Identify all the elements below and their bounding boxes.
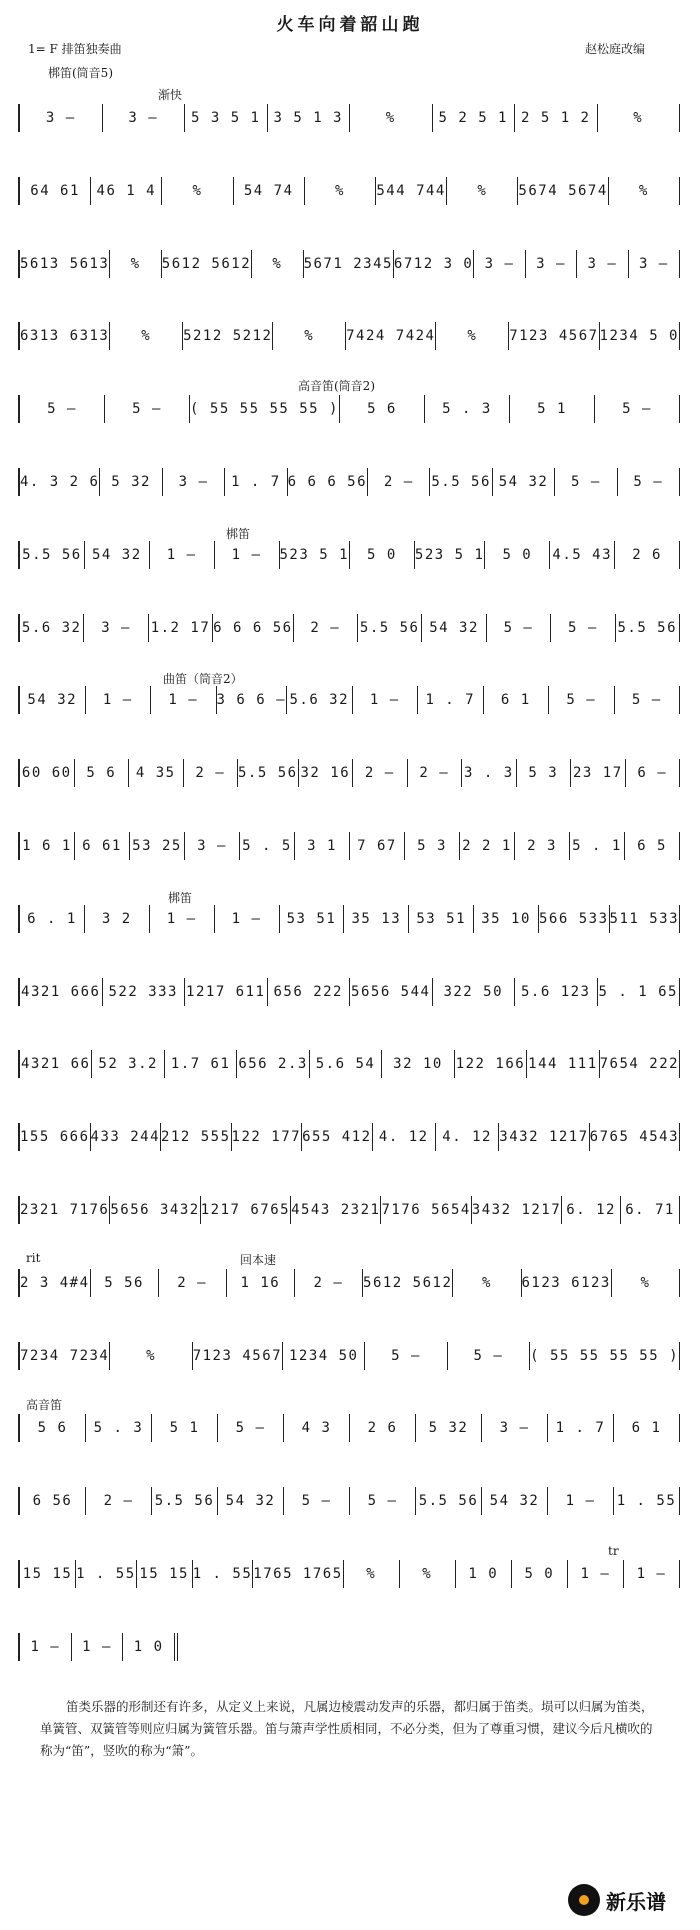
measure: 5 0 [350,541,415,569]
score-title: 火车向着韶山跑 [276,15,424,35]
measure: 54 74 [234,177,305,205]
measure: 1 . 55 [76,1560,137,1588]
performance-mark: 梆笛 [226,526,251,541]
measure: 5 . 1 [570,832,625,860]
measure: % [436,322,509,350]
measure: 1 . 7 [548,1414,614,1442]
measure: 2 6 [615,541,680,569]
measure-row [18,395,680,423]
measure: 3 — [103,104,186,132]
measure: 53 51 [280,905,345,933]
measure: 2321 7176 [18,1196,110,1224]
measure: 5 — [365,1342,447,1370]
measure: 5 0 [485,541,550,569]
site-logo [568,1884,666,1916]
measure: 4. 12 [436,1123,499,1151]
score-line [18,887,680,947]
measure: 5 — [218,1414,284,1442]
measure: 1 — [86,686,152,714]
measure: 6 56 [18,1487,86,1515]
measure: 155 666 [18,1123,91,1151]
measure: 5212 5212 [183,322,273,350]
measure: 5 — [350,1487,416,1515]
measure: 6. 12 [562,1196,621,1224]
performance-mark: 曲笛（筒音2） [163,672,243,687]
measure: 5.5 56 [238,759,299,787]
measure: 4. 3 2 6 [18,468,100,496]
measure: % [400,1560,456,1588]
measure-row [18,686,680,714]
measure: % [305,177,376,205]
measure: 2 — [408,759,463,787]
measure: 15 15 [137,1560,193,1588]
measure: 1 — [18,1633,72,1661]
measure: 1217 6765 [201,1196,291,1224]
measure: 1 — [72,1633,124,1661]
score-line [18,1469,680,1529]
measure: 5.5 56 [18,541,85,569]
measure: 32 16 [299,759,354,787]
footnote-paragraph: 笛类乐器的形制还有许多，从定义上来说，凡属边棱震动发声的乐器，都归属于笛类。埙可以归属为笛类，单簧管、双簧管等则应归属为簧管乐器。笛与箫声学性质相同，不必分类，但为了尊重习惯，建议今后凡横吹的称为“笛”，竖吹的称为“箫”。 [40,1699,654,1758]
measure: 5 2 5 1 [433,104,516,132]
measure: 5 1 [510,395,595,423]
measure: 2 — [86,1487,152,1515]
measure: 4321 666 [18,978,103,1006]
measure: 3 — [163,468,225,496]
measure: 4.5 43 [550,541,615,569]
measure: 7 67 [350,832,405,860]
measure: 7123 4567 [193,1342,283,1370]
measure: 5 — [595,395,680,423]
measure: 3 — [526,250,577,278]
measure-row [18,468,680,496]
measure: 5.6 123 [515,978,598,1006]
measure: 7123 4567 [509,322,599,350]
measure: 6 6 6 56 [288,468,368,496]
measure: 3 1 [295,832,350,860]
measure: 5612 5612 [363,1269,453,1297]
measure: 5.5 56 [416,1487,482,1515]
measure: 1 0 [456,1560,512,1588]
measure: 7234 7234 [18,1342,110,1370]
measure: 5 3 5 1 [185,104,268,132]
measure: 2 5 1 2 [515,104,598,132]
measure-row [18,1196,680,1224]
measure: 6712 3 0 [394,250,474,278]
measure: 511 533 [610,905,681,933]
measure: 1217 611 [185,978,268,1006]
measure: 3 — [185,832,240,860]
performance-mark: 高音笛(筒音2) [298,379,375,394]
measure: 656 222 [268,978,351,1006]
measure: 523 5 1 [280,541,351,569]
measure: 5 3 [405,832,460,860]
measure: 6 5 [625,832,680,860]
measure: 322 50 [433,978,516,1006]
measure: 5612 5612 [162,250,252,278]
measure: 32 10 [382,1050,454,1078]
measure: 4 3 [284,1414,350,1442]
measure: 5674 5674 [518,177,608,205]
measure: 54 32 [218,1487,284,1515]
measure: 7424 7424 [346,322,436,350]
score-line [18,523,680,583]
measure: 6 1 [484,686,550,714]
measure: 15 15 [18,1560,76,1588]
measure-row [18,978,680,1006]
measure: 5656 544 [350,978,433,1006]
measure: 5.6 32 [18,614,84,642]
measure: 7176 5654 [381,1196,471,1224]
score-line [18,86,680,146]
measure: % [598,104,681,132]
measure: 2 — [295,1269,363,1297]
measure-row [18,177,680,205]
measure: 1 0 [123,1633,178,1661]
measure: 3 6 6 — [217,686,288,714]
performance-mark: tr [608,1544,619,1558]
measure: 7654 222 [600,1050,680,1078]
arranger-credit: 赵松庭改编 [585,42,646,56]
measure: 53 51 [409,905,474,933]
measure-row [18,1342,680,1370]
measure-row [18,1487,680,1515]
measure: 5613 5613 [18,250,110,278]
measure: 433 244 [91,1123,162,1151]
measure: 4. 12 [373,1123,436,1151]
measure-row [18,322,680,350]
performance-mark: 渐快 [158,88,183,102]
measure: 4321 66 [18,1050,92,1078]
measure: 3432 1217 [499,1123,589,1151]
score-line [18,1615,178,1675]
measure: % [344,1560,400,1588]
measure: 1 — [150,905,215,933]
score-line [18,741,680,801]
score-line [18,377,680,437]
measure: 1 — [353,686,419,714]
measure: 5 — [615,686,681,714]
score-line [18,960,680,1020]
measure: 54 32 [18,686,86,714]
measure: 5.6 54 [310,1050,382,1078]
measure: % [273,322,346,350]
measure: 3 — [84,614,148,642]
measure: % [110,322,183,350]
measure-row [18,759,680,787]
measure: 6123 6123 [522,1269,612,1297]
score-line [18,1324,680,1384]
measure: 5 6 [340,395,425,423]
measure: 6 . 1 [18,905,85,933]
measure: 3 — [577,250,628,278]
measure: 5 . 3 [86,1414,152,1442]
measure: 212 555 [161,1123,232,1151]
measure: 64 61 [18,177,91,205]
measure: 544 744 [376,177,447,205]
measure-row [18,1269,680,1297]
measure: 5.5 56 [152,1487,218,1515]
measure: 6 61 [75,832,130,860]
measure: 1.7 61 [165,1050,237,1078]
measure: 35 13 [344,905,409,933]
measure: 5 . 5 [240,832,295,860]
measure-row [18,104,680,132]
score-line [18,814,680,874]
measure: 1 — [215,905,280,933]
score-line [18,232,680,292]
measure: 6. 71 [621,1196,680,1224]
measure: 2 — [184,759,239,787]
measure: 5 6 [75,759,130,787]
measure: 1 6 1 [18,832,75,860]
measure: 5 . 3 [425,395,510,423]
measure: 5 — [105,395,190,423]
score-line [18,1542,680,1602]
measure: 35 10 [474,905,539,933]
score-line [18,304,680,364]
measure: 122 177 [232,1123,303,1151]
measure: 522 333 [103,978,186,1006]
measure: 5.6 32 [287,686,353,714]
score-line [18,668,680,728]
score-line [18,1105,680,1165]
measure: 6 1 [614,1414,680,1442]
measure: 2 — [294,614,358,642]
measure: 2 2 1 [460,832,515,860]
measure: 60 60 [18,759,75,787]
measure: 1 — [151,686,217,714]
measure: 6 6 6 56 [213,614,293,642]
measure: 1 . 55 [193,1560,254,1588]
measure: 566 533 [539,905,610,933]
measure: 656 2.3 [237,1050,309,1078]
measure: 122 166 [455,1050,527,1078]
measure: 3 2 [85,905,150,933]
measure: 3 5 1 3 [268,104,351,132]
measure: 5 32 [416,1414,482,1442]
measure: 1 — [215,541,280,569]
measure: % [447,177,518,205]
measure: % [453,1269,521,1297]
score-line [18,1032,680,1092]
measure: 54 32 [85,541,150,569]
measure: 5 3 [517,759,572,787]
measure: 5671 2345 [304,250,394,278]
measure: 1234 50 [283,1342,365,1370]
measure: 54 32 [493,468,555,496]
performance-mark: rit [26,1250,41,1265]
measure: 1 . 7 [418,686,484,714]
score-line [18,1396,680,1456]
measure: 23 17 [571,759,626,787]
measure-row [18,250,680,278]
score-line [18,159,680,219]
measure: 4543 2321 [291,1196,381,1224]
measure: 5.5 56 [616,614,680,642]
score-line [18,450,680,510]
measure: 3 — [629,250,680,278]
measure: 5 32 [100,468,162,496]
measure: 3 . 3 [462,759,517,787]
measure: 5 1 [152,1414,218,1442]
measure: 52 3.2 [92,1050,164,1078]
measure: 5 — [551,614,615,642]
measure: 1 — [150,541,215,569]
performance-mark: 高音笛 [26,1398,63,1413]
measure: % [612,1269,680,1297]
measure: % [609,177,680,205]
measure: 1 — [624,1560,680,1588]
score-line [18,1251,680,1311]
score-line [18,596,680,656]
measure: 1 — [548,1487,614,1515]
measure-row [18,1050,680,1078]
measure: ( 55 55 55 55 ) [190,395,340,423]
measure: 1 . 7 [225,468,287,496]
measure: % [162,177,233,205]
measure: 1.2 17 [149,614,213,642]
measure-row [18,1123,680,1151]
measure: 2 3 4#4 [18,1269,91,1297]
record-disc-icon [568,1884,600,1916]
measure-row [18,541,680,569]
measure: 6 — [626,759,681,787]
measure: 4 35 [129,759,184,787]
measure: 5 6 [18,1414,86,1442]
measure: 1234 5 0 [600,322,680,350]
measure: 144 111 [527,1050,599,1078]
measure: 5656 3432 [110,1196,200,1224]
measure-row [18,1633,178,1661]
measure: 54 32 [422,614,486,642]
measure: 46 1 4 [91,177,162,205]
measure: % [110,1342,192,1370]
measure: 5 — [448,1342,530,1370]
measure-row [18,1414,680,1442]
measure: 3 — [18,104,103,132]
measure: 5 — [549,686,615,714]
measure: 5 — [618,468,680,496]
measure: % [252,250,303,278]
measure: 5.5 56 [358,614,422,642]
measure: 2 — [368,468,430,496]
measure: 3432 1217 [472,1196,562,1224]
score-line [18,1178,680,1238]
measure: % [350,104,433,132]
logo-text: 新乐谱 [606,1889,666,1914]
measure: 655 412 [302,1123,373,1151]
measure: 5 . 1 65 [598,978,681,1006]
measure: 5.5 56 [430,468,492,496]
measure-row [18,832,680,860]
measure: 3 — [482,1414,548,1442]
measure: 1 . 55 [614,1487,680,1515]
measure-row [18,614,680,642]
measure: 6313 6313 [18,322,110,350]
measure: 2 6 [350,1414,416,1442]
measure: 5 0 [512,1560,568,1588]
measure: 1765 1765 [253,1560,343,1588]
measure-row [18,905,680,933]
measure: 5 — [18,395,105,423]
measure: 523 5 1 [415,541,486,569]
measure: ( 55 55 55 55 ) [530,1342,680,1370]
measure: 2 — [159,1269,227,1297]
measure: 5 56 [91,1269,159,1297]
performance-mark: 梆笛 [168,890,193,905]
measure: 54 32 [482,1487,548,1515]
measure: 5 — [284,1487,350,1515]
measure: 1 16 [227,1269,295,1297]
instrument-label: 梆笛(筒音5) [48,66,113,80]
performance-mark: 回本速 [240,1252,277,1267]
measure: 2 — [353,759,408,787]
measure: 3 — [474,250,525,278]
measure: 6765 4543 [590,1123,680,1151]
measure: 5 — [555,468,617,496]
measure: 5 — [487,614,551,642]
measure: % [110,250,161,278]
measure: 1 — [568,1560,624,1588]
measure: 2 3 [515,832,570,860]
measure-row [18,1560,680,1588]
measure: 53 25 [130,832,185,860]
key-signature: 1= F 排笛独奏曲 [28,42,122,56]
